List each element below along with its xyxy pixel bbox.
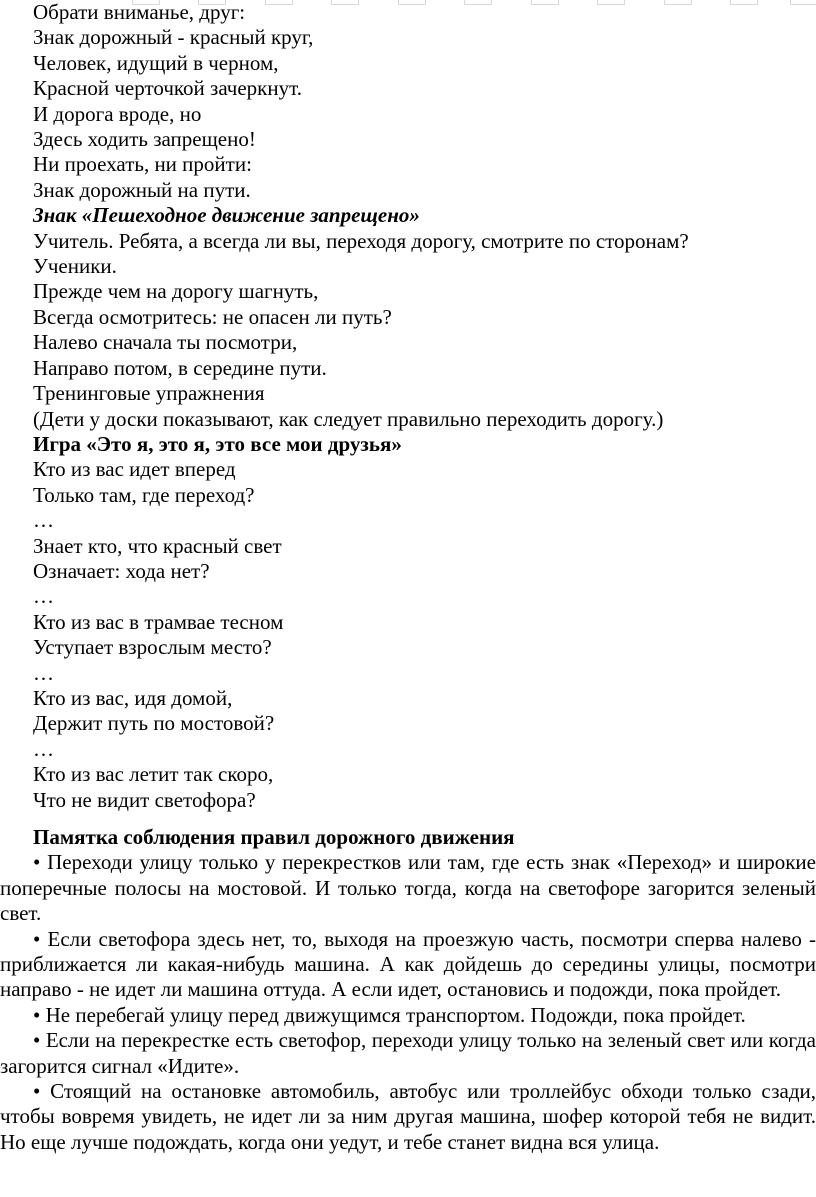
poem-line: И дорога вроде, но [33,101,202,126]
dialogue-line: Тренинговые упражнения [33,381,265,406]
sign-heading: Знак «Пешеходное движение запрещено» [33,203,420,228]
poem-line: Знак дорожный - красный круг, [33,25,314,50]
game-line: … [33,508,54,533]
poem-line: Ни проехать, ни пройти: [33,152,252,177]
dialogue-line: Всегда осмотритесь: не опасен ли путь? [33,304,392,329]
game-line: Кто из вас летит так скоро, [33,762,274,787]
game-line: Держит путь по мостовой? [33,711,275,736]
document-page [33,0,816,813]
dialogue-line: Направо потом, в середине пути. [33,355,327,380]
dialogue-line: Налево сначала ты посмотри, [33,330,298,355]
game-line: Уступает взрослым место? [33,635,272,660]
memo-section [0,825,816,1155]
game-line: Означает: хода нет? [33,558,210,583]
memo-paragraph: • Стоящий на остановке автомобиль, автобус или троллейбус обходи только сзади, чтобы вовремя увидеть, не идет ли за ним другая машина, шофер которой тебя не видит. Но еще лучше подождать, когда они уедут, и тебе станет видна вся улица. [0,1079,816,1154]
memo-heading: Памятка соблюдения правил дорожного движения [33,825,515,849]
poem-line: Человек, идущий в черном, [33,50,279,75]
poem-line: Красной черточкой зачеркнут. [33,76,302,101]
game-line: Кто из вас в трамвае тесном [33,609,284,634]
dialogue-line: Ученики. [33,254,117,279]
poem-line: Здесь ходить запрещено! [33,127,256,152]
memo-paragraph: • Не перебегай улицу перед движущимся транспортом. Подожди, пока пройдет. [33,1002,746,1027]
game-line: … [33,736,54,761]
game-line: Кто из вас, идя домой, [33,685,233,710]
game-line: Кто из вас идет вперед [33,457,236,482]
memo-paragraph: • Переходи улицу только у перекрестков или там, где есть знак «Переход» и широкие поперечные полосы на мостовой. И только тогда, когда на светофоре загорится зеленый свет. [0,850,816,926]
game-line: Что не видит светофора? [33,787,256,812]
dialogue-line: Учитель. Ребята, а всегда ли вы, переходя дорогу, смотрите по сторонам? [33,228,689,253]
memo-paragraph: • Если светофора здесь нет, то, выходя на проезжую часть, посмотри сперва налево - приближается ли какая-нибудь машина. А как дойдешь до середины улицы, посмотри направо - не идет ли машина оттуда. А если идет, остановись и подожди, пока пройдет. [0,926,816,1002]
memo-paragraph: • Если на перекрестке есть светофор, переходи улицу только на зеленый свет или когда загорится сигнал «Идите». [0,1028,816,1078]
dialogue-line: Прежде чем на дорогу шагнуть, [33,279,319,304]
poem-line: Знак дорожный на пути. [33,177,251,202]
game-line: … [33,584,54,609]
game-line: Только там, где переход? [33,482,255,507]
game-line: Знает кто, что красный свет [33,533,282,558]
game-line: … [33,660,54,685]
game-heading: Игра «Это я, это я, это все мои друзья» [33,431,402,456]
dialogue-line: (Дети у доски показывают, как следует правильно переходить дорогу.) [33,406,664,431]
poem-line: Обрати вниманье, друг: [33,0,246,24]
